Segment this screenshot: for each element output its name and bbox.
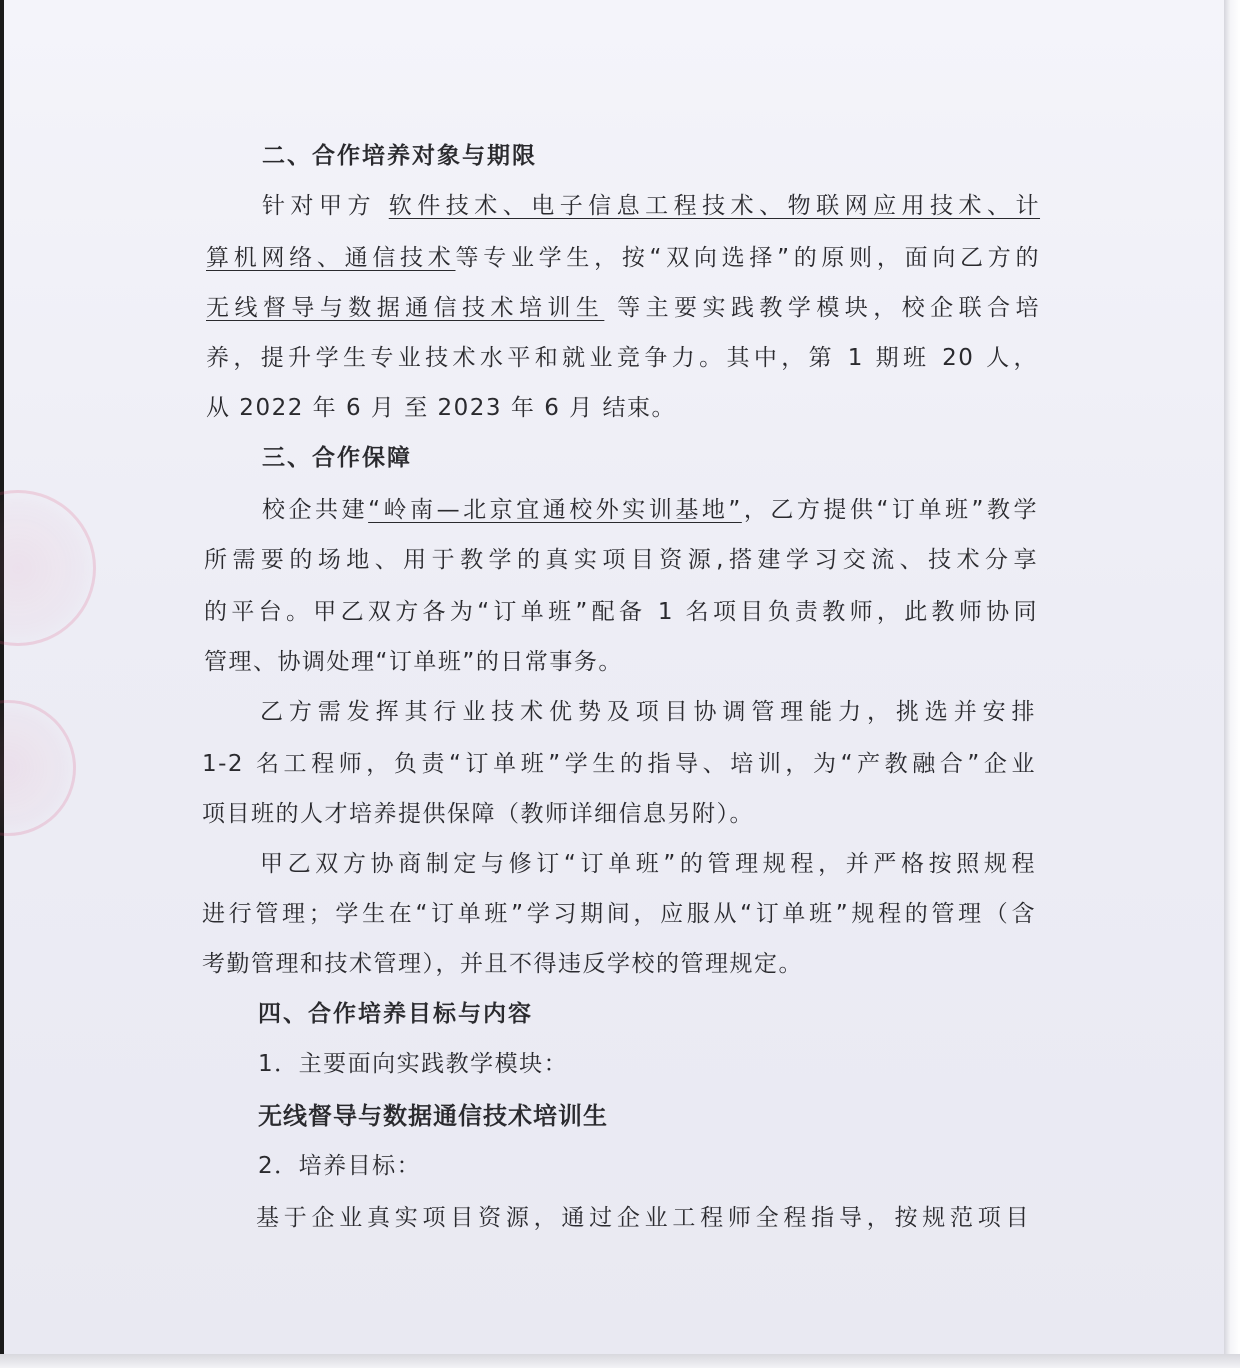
text-run: ，乙方提供“订单班”教学: [741, 497, 1038, 523]
section-heading: 二、合作培养对象与期限: [262, 143, 537, 169]
scan-edge: [0, 1354, 1240, 1368]
module-title: 无线督导与数据通信技术培训生: [258, 1102, 608, 1130]
paragraph-line: [206, 289, 1040, 322]
text-run: 校企共建: [262, 497, 369, 523]
scan-edge: [1224, 0, 1240, 1368]
paragraph-line: [206, 239, 1040, 272]
underlined-text: “岭南—北京宜通校外实训基地”: [368, 497, 742, 523]
text-run: 等专业学生，按“双向选择”的原则，面向乙方的: [455, 245, 1040, 271]
underlined-text: 算机网络、通信技术: [206, 245, 456, 271]
paragraph-line: [262, 187, 1040, 220]
paragraph-line: 的平台。甲乙双方各为“订单班”配备 1 名项目负责教师，此教师协同: [204, 599, 1038, 625]
paragraph-line: [262, 491, 1038, 524]
text-run: 等主要实践教学模块，校企联合培: [604, 295, 1041, 321]
paragraph-line: 项目班的人才培养提供保障（教师详细信息另附）。: [202, 801, 754, 827]
underlined-text: 无线督导与数据通信技术培训生: [206, 295, 605, 321]
list-item: 2．培养目标：: [258, 1153, 422, 1179]
paragraph-line: 进行管理；学生在“订单班”学习期间，应服从“订单班”规程的管理（含: [202, 901, 1036, 927]
paragraph-line: 1-2 名工程师，负责“订单班”学生的指导、培训，为“产教融合”企业: [202, 751, 1036, 777]
section-heading: 三、合作保障: [262, 445, 412, 471]
paragraph-line: 从 2022 年 6 月 至 2023 年 6 月 结束。: [206, 395, 676, 421]
paragraph-line: 养，提升学生专业技术水平和就业竞争力。其中，第 1 期班 20 人，: [206, 345, 1038, 371]
paragraph-line: 考勤管理和技术管理），并且不得违反学校的管理规定。: [202, 951, 803, 977]
paragraph-line: 管理、协调处理“订单班”的日常事务。: [204, 649, 623, 675]
text-run: 针对甲方: [262, 193, 389, 219]
paragraph-line: 基于企业真实项目资源，通过企业工程师全程指导，按规范项目: [256, 1205, 1030, 1231]
paragraph-line: 甲乙双方协商制定与修订“订单班”的管理规程，并严格按照规程: [260, 851, 1036, 877]
section-heading: 四、合作培养目标与内容: [258, 1001, 533, 1027]
underlined-text: 软件技术、电子信息工程技术、物联网应用技术、计: [388, 193, 1041, 219]
list-item: 1．主要面向实践教学模块：: [258, 1051, 569, 1077]
paragraph-line: 所需要的场地、用于教学的真实项目资源,搭建学习交流、技术分享: [204, 547, 1038, 573]
paragraph-line: 乙方需发挥其行业技术优势及项目协调管理能力，挑选并安排: [260, 699, 1036, 725]
